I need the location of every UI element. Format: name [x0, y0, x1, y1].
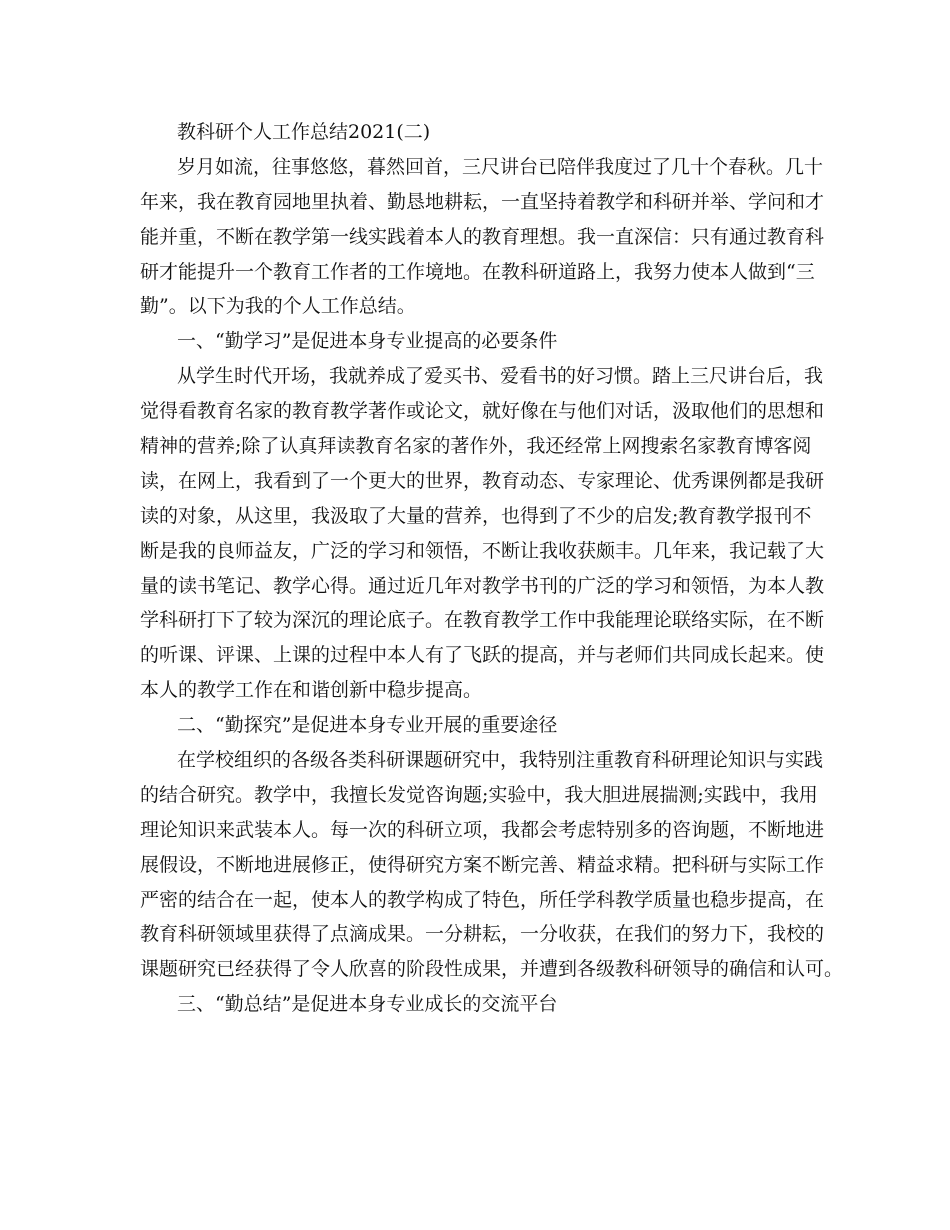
paragraph-line: 研才能提升一个教育工作者的工作境地。在教科研道路上，我努力使本人做到“三 [140, 260, 815, 283]
paragraph-line: 课题研究已经获得了令人欣喜的阶段性成果，并遭到各级教科研领导的确信和认可。 [140, 958, 844, 981]
paragraph-line: 从学生时代开场，我就养成了爱买书、爱看书的好习惯。踏上三尺讲台后，我 [177, 365, 824, 388]
paragraph-line: 岁月如流，往事悠悠，暮然回首，三尺讲台已陪伴我度过了几十个春秋。几十 [177, 155, 824, 178]
paragraph-line: 展假设，不断地进展修正，使得研究方案不断完善、精益求精。把科研与实际工作 [140, 853, 825, 876]
paragraph-line: 教育科研领域里获得了点滴成果。一分耕耘，一分收获，在我们的努力下，我校的 [140, 923, 825, 946]
section-heading: 一、“勤学习”是促进本身专业提高的必要条件 [177, 330, 558, 353]
paragraph-line: 学科研打下了较为深沉的理论底子。在教育教学工作中我能理论联络实际，在不断 [140, 609, 825, 632]
section-heading: 二、“勤探究”是促进本身专业开展的重要途径 [177, 714, 558, 737]
paragraph-line: 勤”。以下为我的个人工作总结。 [140, 295, 416, 318]
paragraph-line: 觉得看教育名家的教育教学著作或论文，就好像在与他们对话，汲取他们的思想和 [140, 400, 825, 423]
paragraph-line: 读，在网上，我看到了一个更大的世界，教育动态、专家理论、优秀课例都是我研 [140, 469, 825, 492]
document-body [140, 115, 844, 1022]
paragraph-line: 严密的结合在一起，使本人的教学构成了特色，所任学科教学质量也稳步提高，在 [140, 888, 825, 911]
paragraph-line: 本人的教学工作在和谐创新中稳步提高。 [140, 679, 483, 702]
paragraph-line: 能并重，不断在教学第一线实践着本人的教育理想。我一直深信：只有通过教育科 [140, 225, 825, 248]
paragraph-line: 的听课、评课、上课的过程中本人有了飞跃的提高，并与老师们共同成长起来。使 [140, 644, 825, 667]
paragraph-line: 在学校组织的各级各类科研课题研究中，我特别注重教育科研理论知识与实践 [177, 749, 824, 772]
paragraph-line: 断是我的良师益友，广泛的学习和领悟，不断让我收获颇丰。几年来，我记载了大 [140, 539, 825, 562]
paragraph-line: 理论知识来武装本人。每一次的科研立项，我都会考虑特别多的咨询题，不断地进 [140, 818, 825, 841]
paragraph-line: 精神的营养;除了认真拜读教育名家的著作外，我还经常上网搜索名家教育博客阅 [140, 435, 812, 458]
paragraph-line: 的结合研究。教学中，我擅长发觉咨询题;实验中，我大胆进展揣测;实践中，我用 [140, 783, 818, 806]
paragraph-line: 年来，我在教育园地里执着、勤恳地耕耘，一直坚持着教学和科研并举、学问和才 [140, 190, 825, 213]
paragraph-line: 量的读书笔记、教学心得。通过近几年对教学书刊的广泛的学习和领悟，为本人教 [140, 574, 825, 597]
document-title: 教科研个人工作总结2021(二) [177, 121, 431, 143]
section-heading: 三、“勤总结”是促进本身专业成长的交流平台 [177, 993, 558, 1016]
paragraph-line: 读的对象，从这里，我汲取了大量的营养，也得到了不少的启发;教育教学报刊不 [140, 504, 812, 527]
